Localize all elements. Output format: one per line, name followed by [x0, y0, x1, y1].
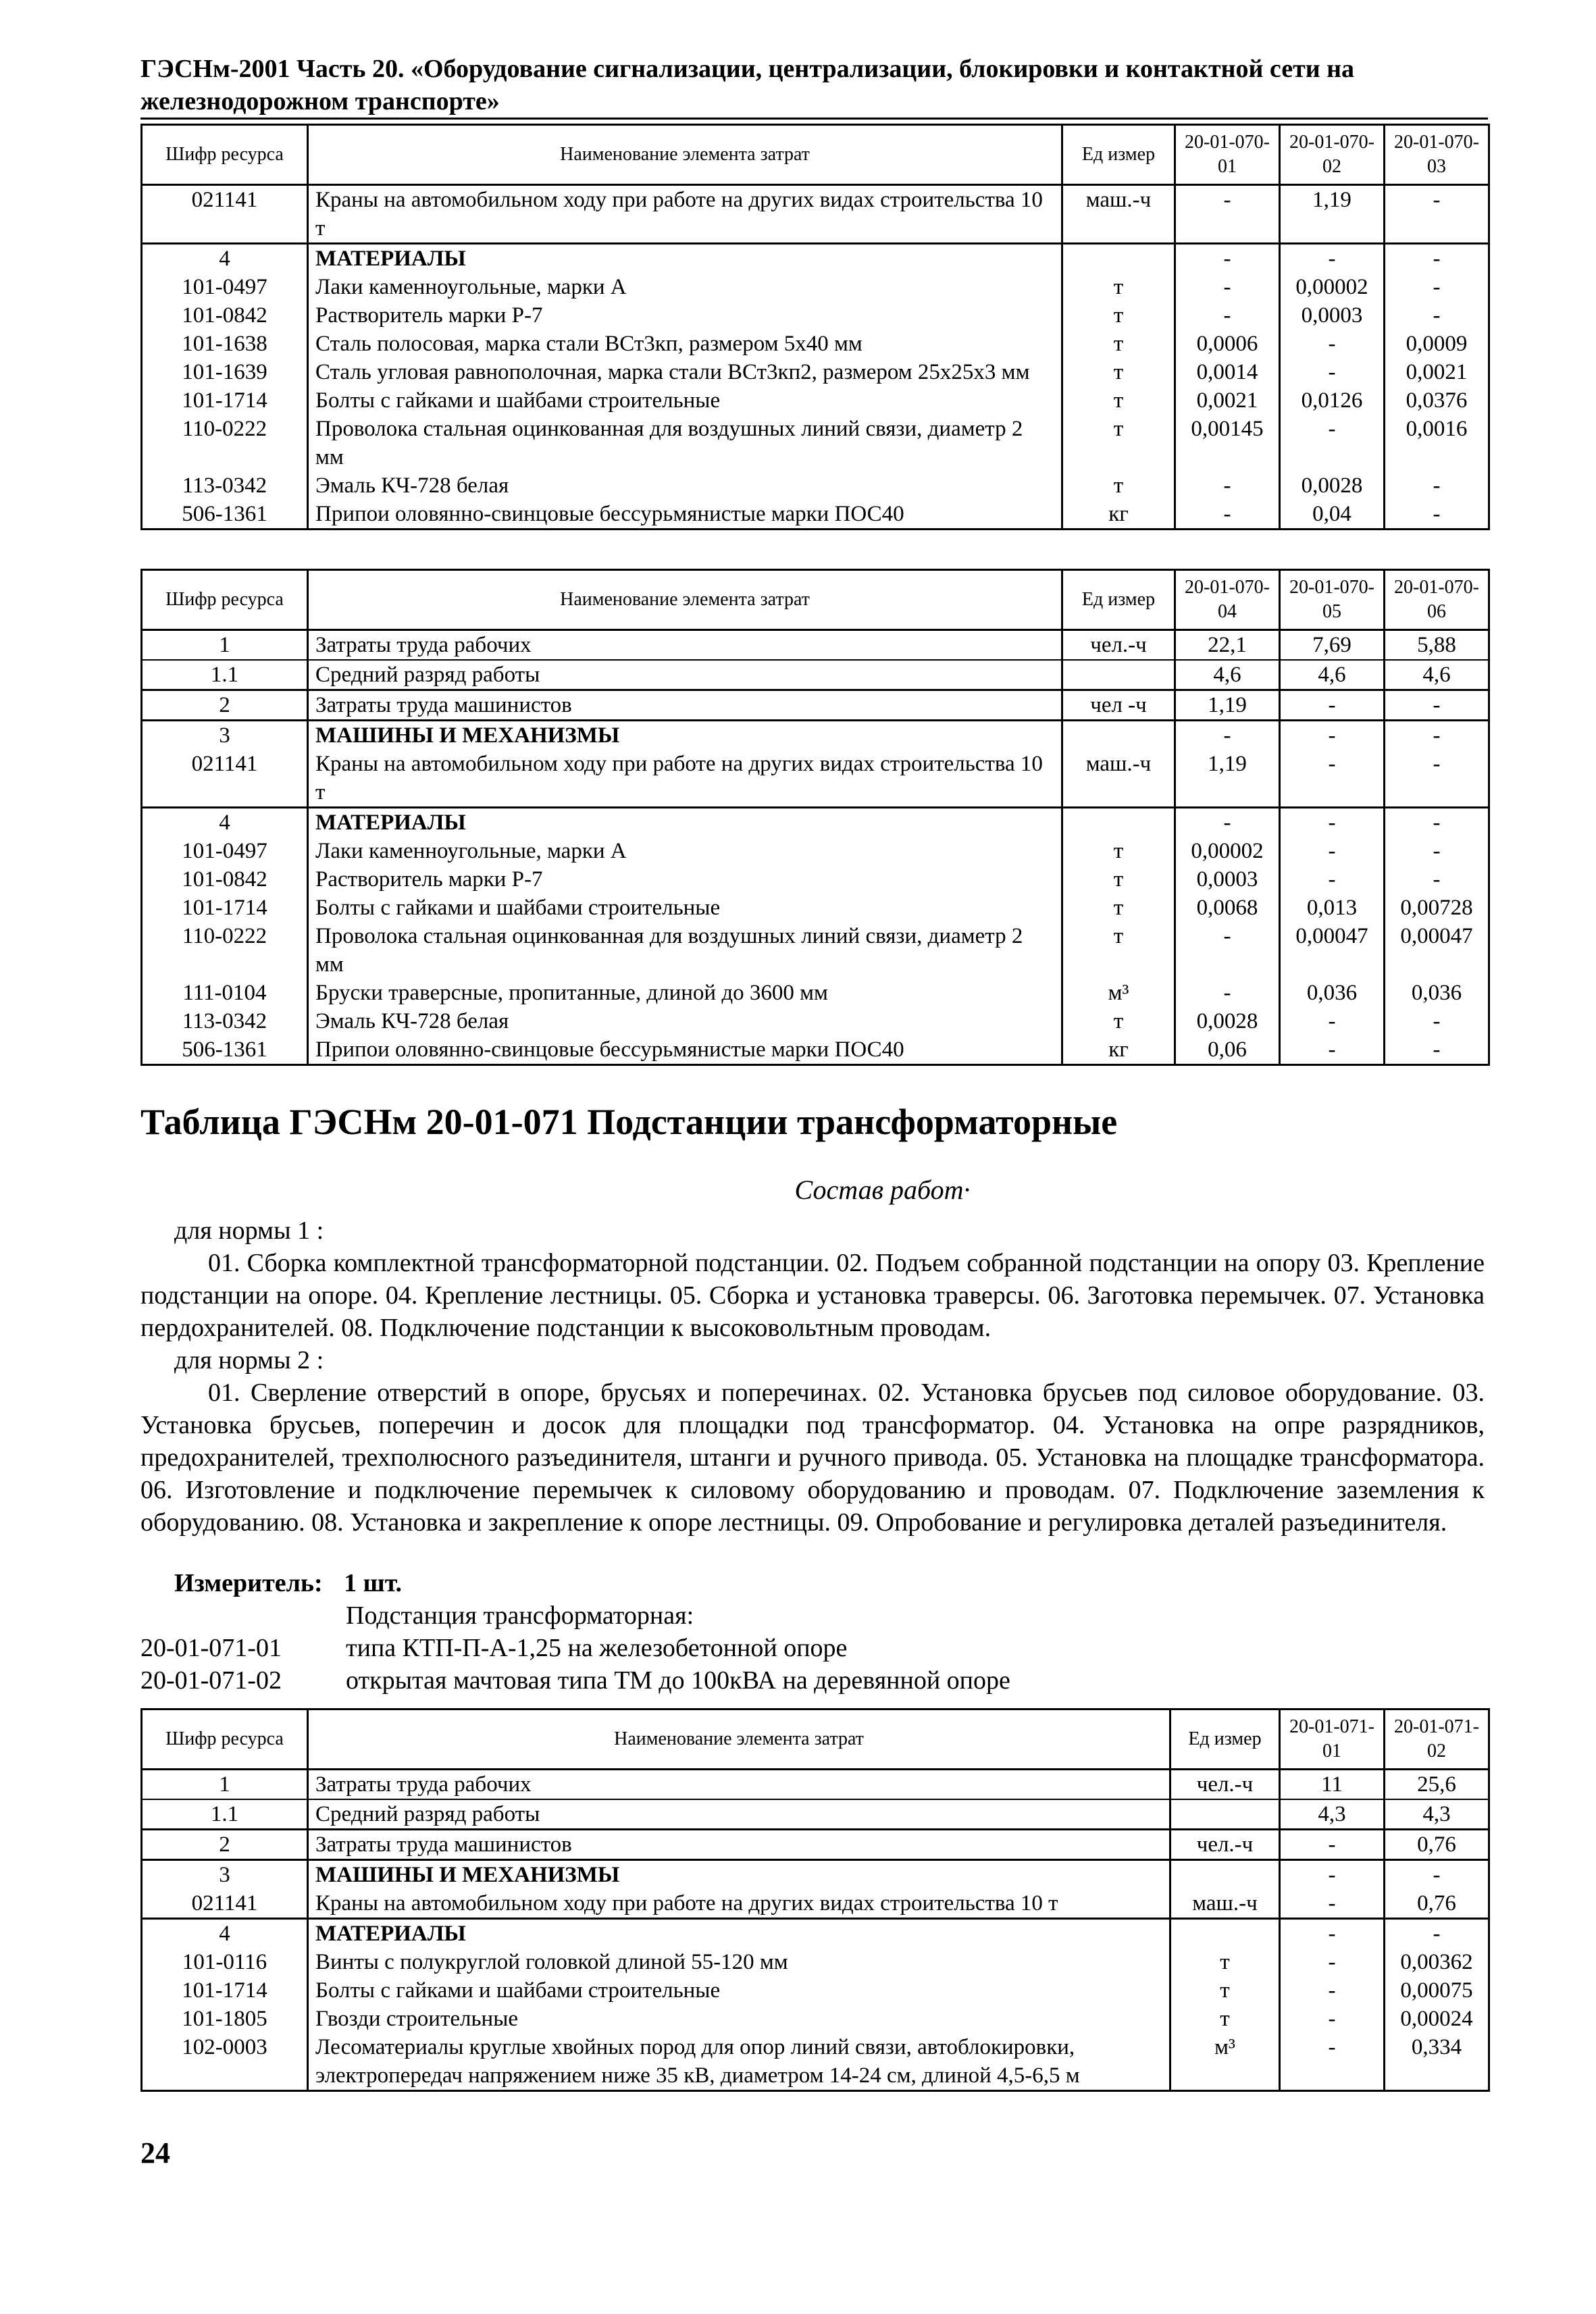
norm-value: 0,76: [1385, 1830, 1489, 1860]
norm-value: -: [1385, 1860, 1489, 1890]
norm-value: 11: [1280, 1770, 1385, 1800]
unit-of-measure: [1062, 808, 1175, 838]
item-text-1: типа КТП-П-А-1,25 на железобетонной опоре: [346, 1634, 848, 1662]
norm-value: -: [1280, 2033, 1385, 2091]
table-row: [142, 750, 1489, 808]
unit-of-measure: [1062, 244, 1175, 274]
norm-value: 0,0009: [1385, 330, 1489, 358]
resource-name: Средний разряд работы: [308, 1799, 1170, 1830]
resource-code: 1: [142, 630, 308, 661]
unit-of-measure: м³: [1170, 2033, 1280, 2091]
norm-value: 0,00002: [1280, 273, 1385, 301]
unit-of-measure: маш.-ч: [1062, 185, 1175, 244]
column-header: 20-01-070-06: [1385, 570, 1489, 630]
norm-value: 0,036: [1385, 979, 1489, 1007]
resource-name: Эмаль КЧ-728 белая: [308, 471, 1062, 500]
norm-value: 0,0006: [1175, 330, 1280, 358]
norm-value: 0,0016: [1385, 415, 1489, 471]
table-row: [142, 721, 1489, 750]
unit-of-measure: т: [1062, 837, 1175, 865]
column-header: 20-01-070-02: [1280, 125, 1385, 185]
norm-value: 4,3: [1280, 1799, 1385, 1830]
measure-label: Измеритель:: [174, 1569, 323, 1597]
table-row: [142, 330, 1489, 358]
column-header: Шифр ресурса: [142, 570, 308, 630]
resource-code: 101-0497: [142, 837, 308, 865]
norm-value: 0,0028: [1175, 1007, 1280, 1035]
resource-name: Лесоматериалы круглые хвойных пород для опор линий связи, автоблокировки, электропередач напряжением ниже 35 кВ, диаметром 14-24 см, длиной 4,5-6,5 м: [308, 2033, 1170, 2091]
resource-code: 1: [142, 1770, 308, 1800]
norm-value: 0,036: [1280, 979, 1385, 1007]
norm-value: 0,00728: [1385, 894, 1489, 922]
resource-code: 506-1361: [142, 1035, 308, 1065]
norm-value: -: [1280, 721, 1385, 750]
resource-code: 4: [142, 244, 308, 274]
norm-value: -: [1280, 837, 1385, 865]
norm-value: 0,0126: [1280, 386, 1385, 415]
table-row: [142, 865, 1489, 894]
table-row: [142, 1035, 1489, 1065]
norm1-label: для нормы 1 :: [174, 1216, 324, 1245]
unit-of-measure: т: [1062, 415, 1175, 471]
resource-code: 021141: [142, 185, 308, 244]
work-composition-heading: Состав работ·: [794, 1175, 971, 1205]
resource-name: Краны на автомобильном ходу при работе на других видах строительства 10 т: [308, 185, 1062, 244]
resource-code: 101-1638: [142, 330, 308, 358]
resource-code: 101-0842: [142, 865, 308, 894]
column-header: Шифр ресурса: [142, 125, 308, 185]
unit-of-measure: чел.-ч: [1170, 1770, 1280, 1800]
header-rule: [140, 118, 1488, 120]
norm-value: 0,0068: [1175, 894, 1280, 922]
unit-of-measure: т: [1062, 865, 1175, 894]
norm-value: -: [1175, 471, 1280, 500]
norm-value: -: [1385, 865, 1489, 894]
item-code-1: 20-01-071-01: [140, 1634, 282, 1662]
norm-value: -: [1385, 244, 1489, 274]
table-row: [142, 471, 1489, 500]
resource-name: Затраты труда машинистов: [308, 690, 1062, 721]
section-title: Таблица ГЭСНм 20-01-071 Подстанции трансформаторные: [140, 1102, 1118, 1142]
norm-value: -: [1280, 750, 1385, 808]
unit-of-measure: [1062, 660, 1175, 690]
table-row: [142, 1830, 1489, 1860]
resource-name: МАШИНЫ И МЕХАНИЗМЫ: [308, 721, 1062, 750]
norm-value: 0,013: [1280, 894, 1385, 922]
column-header: Наименование элемента затрат: [308, 570, 1062, 630]
column-header: 20-01-070-05: [1280, 570, 1385, 630]
table-row: [142, 979, 1489, 1007]
norm-value: -: [1280, 1948, 1385, 1976]
norm-value: -: [1280, 1007, 1385, 1035]
norm-value: 1,19: [1175, 750, 1280, 808]
measure-line: [174, 1567, 402, 1599]
norm-value: 5,88: [1385, 630, 1489, 661]
norm-value: -: [1280, 244, 1385, 274]
unit-of-measure: [1062, 721, 1175, 750]
norm-value: 0,00047: [1385, 922, 1489, 979]
resource-name: Припои оловянно-свинцовые бессурьмянистые марки ПОС40: [308, 500, 1062, 530]
norm-value: -: [1385, 837, 1489, 865]
unit-of-measure: [1170, 1860, 1280, 1890]
table-row: [142, 1919, 1489, 1949]
item-text-2: открытая мачтовая типа ТМ до 100кВА на деревянной опоре: [346, 1666, 1010, 1695]
unit-of-measure: маш.-ч: [1062, 750, 1175, 808]
unit-of-measure: т: [1062, 301, 1175, 330]
resource-name: Болты с гайками и шайбами строительные: [308, 894, 1062, 922]
resource-code: 021141: [142, 1889, 308, 1919]
norm-value: 0,00047: [1280, 922, 1385, 979]
norm-value: -: [1175, 273, 1280, 301]
table-row: [142, 1007, 1489, 1035]
table-row: [142, 660, 1489, 690]
unit-of-measure: маш.-ч: [1170, 1889, 1280, 1919]
norm-value: 0,334: [1385, 2033, 1489, 2091]
resource-code: 101-1639: [142, 358, 308, 386]
norm-value: -: [1280, 330, 1385, 358]
norm-value: -: [1280, 358, 1385, 386]
norm-value: 1,19: [1175, 690, 1280, 721]
norm-value: 0,04: [1280, 500, 1385, 530]
norm-value: 1,19: [1280, 185, 1385, 244]
unit-of-measure: чел -ч: [1062, 690, 1175, 721]
norm-value: 0,00145: [1175, 415, 1280, 471]
norm-value: -: [1280, 865, 1385, 894]
resource-code: 101-0497: [142, 273, 308, 301]
unit-of-measure: м³: [1062, 979, 1175, 1007]
resource-name: Сталь полосовая, марка стали ВСт3кп, размером 5х40 мм: [308, 330, 1062, 358]
resource-code: 110-0222: [142, 922, 308, 979]
resource-name: Эмаль КЧ-728 белая: [308, 1007, 1062, 1035]
column-header: Ед измер: [1062, 125, 1175, 185]
unit-of-measure: кг: [1062, 1035, 1175, 1065]
resource-name: Средний разряд работы: [308, 660, 1062, 690]
resource-code: 2: [142, 690, 308, 721]
norm-value: 0,0021: [1385, 358, 1489, 386]
resource-name: Бруски траверсные, пропитанные, длиной до 3600 мм: [308, 979, 1062, 1007]
unit-of-measure: [1170, 1919, 1280, 1949]
unit-of-measure: т: [1062, 273, 1175, 301]
resource-code: 101-0842: [142, 301, 308, 330]
column-header: 20-01-070-04: [1175, 570, 1280, 630]
resource-code: 1.1: [142, 1799, 308, 1830]
unit-of-measure: чел.-ч: [1170, 1830, 1280, 1860]
norm-value: 0,00024: [1385, 2005, 1489, 2033]
resource-code: 113-0342: [142, 471, 308, 500]
table-header-row: [142, 125, 1489, 185]
measure-value: 1 шт.: [344, 1569, 403, 1597]
resource-table-070-04-06: [140, 569, 1490, 1066]
norm2-label: для нормы 2 :: [174, 1346, 324, 1374]
resource-code: 101-1805: [142, 2005, 308, 2033]
norm-value: 4,6: [1385, 660, 1489, 690]
column-header: Ед измер: [1062, 570, 1175, 630]
norm-value: -: [1385, 301, 1489, 330]
column-header: 20-01-071-01: [1280, 1709, 1385, 1770]
table-row: [142, 1976, 1489, 2005]
norm-value: -: [1175, 500, 1280, 530]
table-header-row: [142, 570, 1489, 630]
column-header: 20-01-071-02: [1385, 1709, 1489, 1770]
unit-of-measure: т: [1170, 1976, 1280, 2005]
unit-of-measure: чел.-ч: [1062, 630, 1175, 661]
norm-value: -: [1175, 301, 1280, 330]
resource-name: Растворитель марки Р-7: [308, 301, 1062, 330]
resource-name: Затраты труда рабочих: [308, 1770, 1170, 1800]
substation-label: Подстанция трансформаторная:: [346, 1601, 694, 1630]
norm-value: 0,0021: [1175, 386, 1280, 415]
resource-name: МАТЕРИАЛЫ: [308, 1919, 1170, 1949]
column-header: 20-01-070-03: [1385, 125, 1489, 185]
norm-value: 0,00362: [1385, 1948, 1489, 1976]
table-row: [142, 1860, 1489, 1890]
column-header: Ед измер: [1170, 1709, 1280, 1770]
table-row: [142, 500, 1489, 530]
norm-value: 4,6: [1175, 660, 1280, 690]
norm-value: -: [1280, 1919, 1385, 1949]
unit-of-measure: т: [1062, 894, 1175, 922]
resource-name: Лаки каменноугольные, марки А: [308, 837, 1062, 865]
page-header: ГЭСНм-2001 Часть 20. «Оборудование сигнализации, централизации, блокировки и контактной сети на железнодорожном транспорте»: [140, 55, 1355, 115]
norm-value: 4,3: [1385, 1799, 1489, 1830]
table-row: [142, 1948, 1489, 1976]
norm-value: -: [1385, 273, 1489, 301]
resource-name: Винты с полукруглой головкой длиной 55-120 мм: [308, 1948, 1170, 1976]
table-row: [142, 1770, 1489, 1800]
table-row: [142, 2005, 1489, 2033]
unit-of-measure: т: [1062, 471, 1175, 500]
resource-name: Болты с гайками и шайбами строительные: [308, 1976, 1170, 2005]
unit-of-measure: т: [1170, 1948, 1280, 1976]
column-header: Шифр ресурса: [142, 1709, 308, 1770]
norm-value: 22,1: [1175, 630, 1280, 661]
resource-name: МАТЕРИАЛЫ: [308, 808, 1062, 838]
norm-value: -: [1385, 690, 1489, 721]
norm-value: 0,76: [1385, 1889, 1489, 1919]
resource-table-070-01-03: [140, 124, 1490, 530]
norm-value: -: [1280, 690, 1385, 721]
resource-code: 101-1714: [142, 1976, 308, 2005]
norm-value: 0,0376: [1385, 386, 1489, 415]
norm-value: -: [1385, 500, 1489, 530]
unit-of-measure: т: [1062, 922, 1175, 979]
table-row: [142, 837, 1489, 865]
norm-value: 0,0014: [1175, 358, 1280, 386]
norm-value: -: [1280, 1976, 1385, 2005]
table-row: [142, 1889, 1489, 1919]
page-number: 24: [140, 2136, 170, 2169]
norm-value: -: [1385, 721, 1489, 750]
resource-code: 102-0003: [142, 2033, 308, 2091]
norm-value: 0,0003: [1280, 301, 1385, 330]
column-header: Наименование элемента затрат: [308, 1709, 1170, 1770]
norm-value: -: [1280, 1860, 1385, 1890]
norm-value: -: [1385, 1007, 1489, 1035]
norm-value: 25,6: [1385, 1770, 1489, 1800]
resource-name: Проволока стальная оцинкованная для воздушных линий связи, диаметр 2 мм: [308, 922, 1062, 979]
resource-code: 506-1361: [142, 500, 308, 530]
norm-value: -: [1280, 415, 1385, 471]
norm-value: -: [1385, 750, 1489, 808]
norm-value: 4,6: [1280, 660, 1385, 690]
resource-name: МАШИНЫ И МЕХАНИЗМЫ: [308, 1860, 1170, 1890]
resource-code: 110-0222: [142, 415, 308, 471]
unit-of-measure: т: [1170, 2005, 1280, 2033]
table-header-row: [142, 1709, 1489, 1770]
column-header: Наименование элемента затрат: [308, 125, 1062, 185]
resource-code: 4: [142, 1919, 308, 1949]
norm-value: -: [1175, 922, 1280, 979]
norm-value: -: [1175, 185, 1280, 244]
norm-value: -: [1175, 244, 1280, 274]
unit-of-measure: т: [1062, 1007, 1175, 1035]
norm-value: -: [1280, 1889, 1385, 1919]
norm-value: -: [1175, 808, 1280, 838]
table-row: [142, 922, 1489, 979]
norm-value: -: [1175, 721, 1280, 750]
table-row: [142, 808, 1489, 838]
norm-value: 0,0003: [1175, 865, 1280, 894]
norm-value: -: [1280, 1035, 1385, 1065]
resource-name: Краны на автомобильном ходу при работе на других видах строительства 10 т: [308, 1889, 1170, 1919]
norm-value: -: [1280, 808, 1385, 838]
table-row: [142, 358, 1489, 386]
norm-value: 0,00002: [1175, 837, 1280, 865]
norm-value: -: [1280, 1830, 1385, 1860]
resource-name: Сталь угловая равнополочная, марка стали ВСт3кп2, размером 25х25х3 мм: [308, 358, 1062, 386]
resource-code: 101-0116: [142, 1948, 308, 1976]
norm-value: -: [1385, 808, 1489, 838]
norm2-text: 01. Сверление отверстий в опоре, брусьях и поперечинах. 02. Установка брусьев под силовое оборудование. 03. Установка брусьев, поперечин и досок для площадки под трансформатор. 04. Установка на опре разрядников, предохранителей, трехполюсного разъединителя, штанги и ручного привода. 05. Установка на площадке трансформатора. 06. Изготовление и подключение перемычек к силовому оборудованию и проводам. 07. Подключение заземления к оборудованию. 08. Установка и закрепление к опоре лестницы. 09. Опробование и регулировка деталей разъединителя.: [140, 1379, 1485, 1537]
resource-code: 101-1714: [142, 894, 308, 922]
norm-value: 7,69: [1280, 630, 1385, 661]
resource-code: 021141: [142, 750, 308, 808]
resource-name: Растворитель марки Р-7: [308, 865, 1062, 894]
table-row: [142, 185, 1489, 244]
resource-name: Припои оловянно-свинцовые бессурьмянистые марки ПОС40: [308, 1035, 1062, 1065]
resource-table-071: [140, 1708, 1490, 2092]
norm-value: -: [1175, 979, 1280, 1007]
table-row: [142, 301, 1489, 330]
norm-value: -: [1385, 1919, 1489, 1949]
resource-name: Проволока стальная оцинкованная для воздушных линий связи, диаметр 2 мм: [308, 415, 1062, 471]
resource-code: 2: [142, 1830, 308, 1860]
resource-name: Лаки каменноугольные, марки А: [308, 273, 1062, 301]
resource-code: 113-0342: [142, 1007, 308, 1035]
unit-of-measure: кг: [1062, 500, 1175, 530]
resource-name: Гвозди строительные: [308, 2005, 1170, 2033]
table-row: [142, 244, 1489, 274]
norm-value: -: [1385, 1035, 1489, 1065]
resource-name: Краны на автомобильном ходу при работе на других видах строительства 10 т: [308, 750, 1062, 808]
table-row: [142, 894, 1489, 922]
norm-value: -: [1385, 471, 1489, 500]
resource-name: Затраты труда машинистов: [308, 1830, 1170, 1860]
resource-code: 3: [142, 1860, 308, 1890]
norm-value: 0,06: [1175, 1035, 1280, 1065]
unit-of-measure: т: [1062, 358, 1175, 386]
table-row: [142, 386, 1489, 415]
resource-name: Болты с гайками и шайбами строительные: [308, 386, 1062, 415]
table-row: [142, 2033, 1489, 2091]
resource-code: 101-1714: [142, 386, 308, 415]
unit-of-measure: [1170, 1799, 1280, 1830]
table-row: [142, 415, 1489, 471]
norm-value: -: [1385, 185, 1489, 244]
item-code-2: 20-01-071-02: [140, 1666, 282, 1695]
table-row: [142, 630, 1489, 661]
table-row: [142, 273, 1489, 301]
table-row: [142, 1799, 1489, 1830]
resource-code: 1.1: [142, 660, 308, 690]
resource-code: 3: [142, 721, 308, 750]
norm-value: 0,0028: [1280, 471, 1385, 500]
norm-value: -: [1280, 2005, 1385, 2033]
resource-name: МАТЕРИАЛЫ: [308, 244, 1062, 274]
resource-code: 4: [142, 808, 308, 838]
unit-of-measure: т: [1062, 386, 1175, 415]
norm-value: 0,00075: [1385, 1976, 1489, 2005]
norm1-text: 01. Сборка комплектной трансформаторной подстанции. 02. Подъем собранной подстанции на опору 03. Крепление подстанции на опоре. 04. Крепление лестницы. 05. Сборка и установка траверсы. 06. Заготовка перемычек. 07. Установка пердохранителей. 08. Подключение подстанции к высоковольтным проводам.: [140, 1249, 1485, 1342]
resource-name: Затраты труда рабочих: [308, 630, 1062, 661]
table-row: [142, 690, 1489, 721]
unit-of-measure: т: [1062, 330, 1175, 358]
column-header: 20-01-070-01: [1175, 125, 1280, 185]
resource-code: 111-0104: [142, 979, 308, 1007]
